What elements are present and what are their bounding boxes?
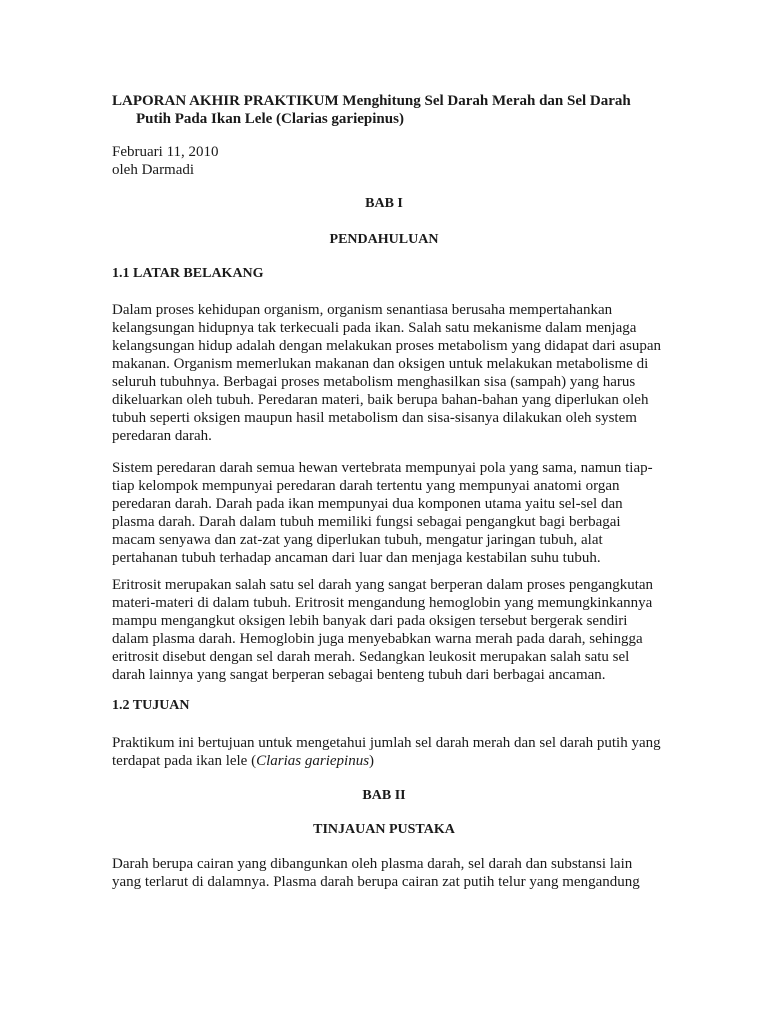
text-line: materi-materi di dalam tubuh. Eritrosit mengandung hemoglobin yang memungkinkannya <box>112 595 653 611</box>
title-line-1: LAPORAN AKHIR PRAKTIKUM Menghitung Sel Darah Merah dan Sel Darah <box>112 93 631 109</box>
section-heading-1-1: 1.1 LATAR BELAKANG <box>112 266 264 281</box>
text-line: tubuh seperti oksigen maupun hasil metabolism dan sisa-sisanya dilakukan oleh system <box>112 410 637 426</box>
text-line: kelangsungan hidup adalah dengan melakukan proses metabolism yang didapat dari asupan <box>112 338 662 354</box>
paragraph-tinjauan-1 <box>112 855 672 891</box>
text-line: Darah berupa cairan yang dibangunkan oleh plasma darah, sel darah dan substansi lain <box>112 856 633 872</box>
text-line: mampu mengangkut oksigen lebih banyak dari pada oksigen tersebut bergerak sendiri <box>112 613 628 629</box>
text-line: dalam plasma darah. Hemoglobin juga menyebabkan warna merah pada darah, sehingga <box>112 631 643 647</box>
text-fragment: ) <box>369 753 375 769</box>
text-line: tiap kelompok mempunyai peredaran darah tertentu yang mempunyai anatomi organ <box>112 478 620 494</box>
text-line: dikeluarkan oleh tubuh. Peredaran materi, baik berupa bahan-bahan yang diperlukan oleh <box>112 392 649 408</box>
chapter-heading-bab-2: BAB II <box>362 788 406 803</box>
section-heading-1-2: 1.2 TUJUAN <box>112 698 190 713</box>
document-meta <box>112 143 219 179</box>
text-line: Eritrosit merupakan salah satu sel darah yang sangat berperan dalam proses pengangkutan <box>112 577 654 593</box>
paragraph-latar-belakang-1 <box>112 301 672 445</box>
text-line: Praktikum ini bertujuan untuk mengetahui jumlah sel darah merah dan sel darah putih yang <box>112 735 661 751</box>
text-fragment: terdapat pada ikan lele ( <box>112 753 257 769</box>
text-line: seluruh tubuhnya. Berbagai proses metabolism menghasilkan sisa (sampah) yang harus <box>112 374 636 390</box>
chapter-title-tinjauan-pustaka: TINJAUAN PUSTAKA <box>313 822 455 837</box>
chapter-title-pendahuluan: PENDAHULUAN <box>329 232 439 247</box>
title-line-2: Putih Pada Ikan Lele (Clarias gariepinus) <box>136 111 404 127</box>
text-line: Sistem peredaran darah semua hewan vertebrata mempunyai pola yang sama, namun tiap- <box>112 460 653 476</box>
text-line: peredaran darah. <box>112 428 212 444</box>
text-line <box>112 752 672 770</box>
text-line: yang terlarut di dalamnya. Plasma darah berupa cairan zat putih telur yang mengandung <box>112 874 640 890</box>
chapter-heading-bab-1: BAB I <box>365 196 403 211</box>
text-line: peredaran darah. Darah pada ikan mempunyai dua komponen utama yaitu sel-sel dan <box>112 496 623 512</box>
text-line: pertahanan tubuh terhadap ancaman dari luar dan menjaga kestabilan suhu tubuh. <box>112 550 601 566</box>
paragraph-latar-belakang-3 <box>112 576 672 684</box>
text-line: macam senyawa dan zat-zat yang diperlukan tubuh, mengatur jaringan tubuh, alat <box>112 532 603 548</box>
species-name: Clarias gariepinus <box>256 753 370 769</box>
document-date: Februari 11, 2010 <box>112 144 219 160</box>
text-line: kelangsungan hidupnya tak terkecuali pada ikan. Salah satu mekanisme dalam menjaga <box>112 320 637 336</box>
document-title <box>112 92 672 128</box>
text-line: Dalam proses kehidupan organism, organism senantiasa berusaha mempertahankan <box>112 302 613 318</box>
text-line: darah lainnya yang sangat berperan sebagai benteng tubuh dari berbagai ancaman. <box>112 667 606 683</box>
text-line: makanan. Organism memerlukan makanan dan oksigen untuk melakukan metabolisme di <box>112 356 649 372</box>
text-line: eritrosit disebut dengan sel darah merah. Sedangkan leukosit merupakan salah satu sel <box>112 649 630 665</box>
paragraph-latar-belakang-2 <box>112 459 672 567</box>
document-author: oleh Darmadi <box>112 162 195 178</box>
text-line: plasma darah. Darah dalam tubuh memiliki fungsi sebagai pengangkut bagi berbagai <box>112 514 621 530</box>
paragraph-tujuan <box>112 734 672 770</box>
